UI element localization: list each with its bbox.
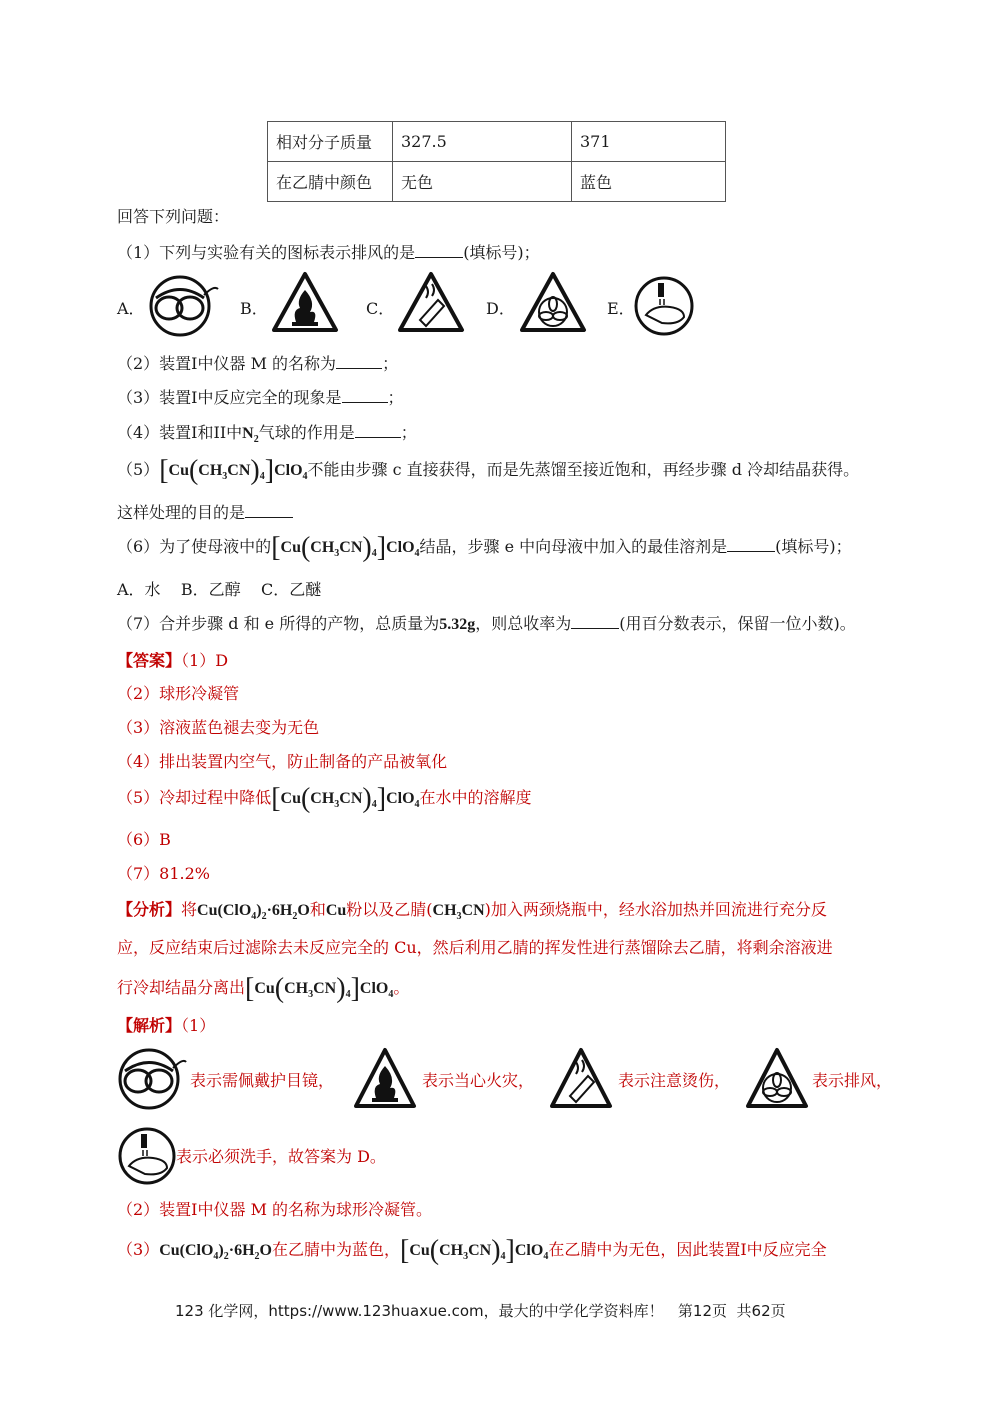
complex-formula: $[Cu(CH_3CN)_4]ClO_4$ [271,532,420,563]
hand-washing-icon [634,275,696,337]
table-cell: 无色 [393,162,572,202]
intro-text: 回答下列问题： [117,207,230,226]
table-cell: 相对分子质量 [268,122,393,162]
explain-handwash: 表示必须洗手，故答案为 D。 [176,1147,386,1166]
hydrate-formula: $Cu(ClO_4)_2\cdot 6H_2O$ [159,1242,272,1263]
explain-ventilation: 表示排风， [812,1071,893,1090]
option-d-label: D． [486,299,515,318]
hydrate-formula: $Cu(ClO_4)_2\cdot 6H_2O$ [197,902,310,923]
question-5: $(5)[Cu(CH_3CN)_4]ClO_4$不能由步骤 c 直接获得，而是先蒸馏至接近饱和，再经步骤 d 冷却结晶获得。 [117,455,860,486]
table-cell: 371 [572,122,726,162]
question-1: （1）下列与实验有关的图标表示排风的是 (填标号)； [117,243,540,262]
explain-heading: 【解析】（1） [117,1016,216,1035]
table-cell: 在乙腈中颜色 [268,162,393,202]
answer-4: （4）排出装置内空气，防止制备的产品被氧化 [117,752,448,771]
option-e-label: E． [607,299,635,318]
goggles-icon [148,275,220,337]
option-c-label: C． [366,299,395,318]
complex-formula: $[Cu(CH_3CN)_4]ClO_4$ [400,1235,549,1266]
question-4: （4）装置I和II中$N_2$气球的作用是 ； [117,423,417,446]
explain-fire: 表示当心火灾， [422,1071,535,1090]
answer-1: 【答案】（1）D [117,651,229,670]
page-footer: 123 化学网，https://www.123huaxue.com，最大的中学化学资料库！ 第12页 共62页 [175,1302,786,1320]
explain-3: $(3)Cu(ClO_4)_2\cdot 6H_2O$在乙腈中为蓝色，$[Cu(CH_3CN)_4]ClO_4$在乙腈中为无色，因此装置I中反应完全 [117,1235,827,1266]
answer-5: （5）冷却过程中降低$[Cu(CH_3CN)_4]ClO_4$在水中的溶解度 [117,783,532,814]
answer-blank [415,257,463,258]
answer-2: （2）球形冷凝管 [117,684,240,703]
answer-7: （7）81.2% [117,864,211,883]
answer-blank [355,437,401,438]
fire-warning-icon [352,1046,418,1110]
question-5-line2: 这样处理的目的是 [117,500,293,523]
complex-formula: $[Cu(CH_3CN)_4]ClO_4$ [245,973,394,1004]
question-6-options: A．水 B．乙醇 C．乙醚 [117,580,322,599]
explain-burn: 表示注意烫伤， [618,1071,731,1090]
explain-goggles: 表示需佩戴护目镜， [190,1071,335,1090]
explain-2: （2）装置I中仪器 M 的名称为球形冷凝管。 [117,1200,433,1219]
answer-blank [342,402,388,403]
question-2: （2）装置I中仪器 M 的名称为 ； [117,354,399,373]
ventilation-fan-icon [518,270,588,334]
table-cell: 327.5 [393,122,572,162]
answer-blank [571,628,619,629]
answer-6: （6）B [117,830,171,849]
property-table [267,121,726,202]
fire-warning-icon [270,270,340,334]
option-b-label: B． [240,299,268,318]
answer-3: （3）溶液蓝色褪去变为无色 [117,718,320,737]
answer-blank [336,368,382,369]
question-7: （7）合并步骤 d 和 e 所得的产物，总质量为5.32g，则总收率为 (用百分数表示，保留一位小数)。 [117,614,856,633]
complex-formula: $[Cu(CH_3CN)_4]ClO_4$ [159,455,308,486]
analysis-line-2: 应，反应结束后过滤除去未反应完全的 Cu，然后利用乙腈的挥发性进行蒸馏除去乙腈，将剩余溶液进 [117,938,833,957]
analysis-line-1: 【分析】将$Cu(ClO_4)_2\cdot 6H_2O$和Cu粉以及乙腈$(CH_3CN)$加入两颈烧瓶中，经水浴加热并回流进行充分反 [117,900,827,923]
question-3: （3）装置I中反应完全的现象是 ； [117,388,404,407]
table-cell: 蓝色 [572,162,726,202]
answer-blank [727,551,775,552]
goggles-icon [117,1048,187,1110]
hot-surface-warning-icon [396,270,466,334]
option-a-label: A． [117,299,145,318]
analysis-line-3: 行冷却结晶分离出$[Cu(CH_3CN)_4]ClO_4$。 [117,973,410,1004]
question-6: （6）为了使母液中的$[Cu(CH_3CN)_4]ClO_4$结晶，步骤 e 中向母液中加入的最佳溶剂是 (填标号)； [117,532,852,563]
table-row [268,122,726,162]
complex-formula: $[Cu(CH_3CN)_4]ClO_4$ [271,783,420,814]
hot-surface-warning-icon [548,1046,614,1110]
hand-washing-icon [117,1126,177,1186]
answer-blank [245,517,293,518]
ventilation-fan-icon [744,1046,810,1110]
table-row [268,162,726,202]
